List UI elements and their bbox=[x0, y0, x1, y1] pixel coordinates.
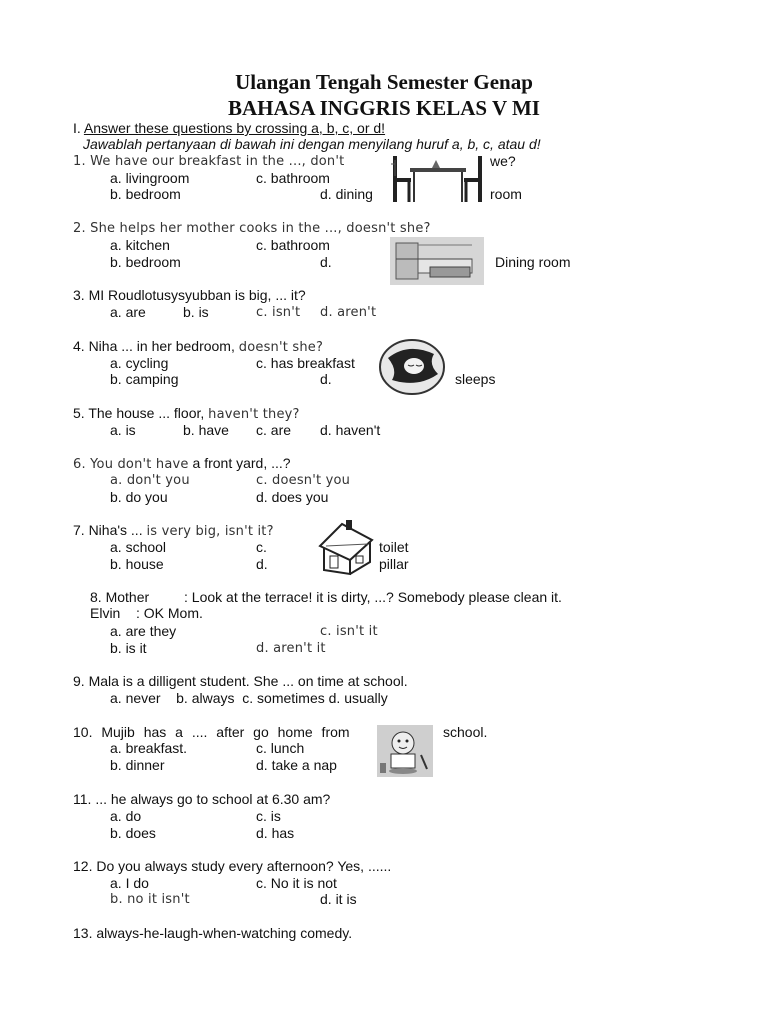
q4-stem-part2: doesn't she? bbox=[238, 340, 324, 355]
q3-stem: 3. MI Roudlotusysyubban is big, ... it? bbox=[73, 287, 306, 303]
q12-option-a: a. I do bbox=[110, 875, 149, 891]
q10-option-b: b. dinner bbox=[110, 757, 165, 773]
section-number: I. bbox=[73, 120, 81, 136]
instruction-indonesian: Jawablah pertanyaan di bawah ini dengan menyilang huruf a, b, c, atau d! bbox=[83, 136, 541, 152]
q4-stem-part1: 4. Niha ... in her bedroom, bbox=[73, 338, 235, 354]
q3-option-a: a. are bbox=[110, 304, 146, 320]
q10-stem-end: school. bbox=[443, 724, 488, 740]
sleeping-girl-icon bbox=[378, 338, 446, 396]
q4-option-b: b. camping bbox=[110, 371, 179, 387]
q10-option-a: a. breakfast. bbox=[110, 740, 188, 756]
q1-option-a: a. livingroom bbox=[110, 170, 190, 186]
q4-option-c: c. has breakfast bbox=[256, 355, 355, 371]
q1-option-b: b. bedroom bbox=[110, 186, 181, 202]
q11-option-a: a. do bbox=[110, 808, 142, 824]
q11-option-c: c. is bbox=[256, 808, 281, 824]
q7-option-d: d. bbox=[256, 556, 268, 572]
q11-stem: 11. ... he always go to school at 6.30 am? bbox=[73, 791, 331, 807]
q4-option-d-label: sleeps bbox=[455, 371, 496, 387]
q7-option-d-label: pillar bbox=[379, 556, 409, 572]
dining-table-icon bbox=[390, 152, 486, 204]
q3-option-b: b. is bbox=[183, 304, 209, 320]
q3-option-c: c. isn't bbox=[256, 305, 301, 320]
q8-option-b: b. is it bbox=[110, 640, 147, 656]
q7-stem bbox=[73, 522, 274, 540]
q6-stem-part1: 6. You don't have bbox=[73, 457, 189, 472]
instruction-english: Answer these questions by crossing a, b, c, or d! bbox=[83, 120, 386, 136]
q5-option-b: b. have bbox=[183, 422, 229, 438]
q6-option-c: c. doesn't you bbox=[256, 473, 351, 488]
q3-option-d: d. aren't bbox=[320, 305, 377, 320]
q7-stem-part1: 7. Niha's ... bbox=[73, 522, 143, 538]
q6-option-a: a. don't you bbox=[110, 473, 190, 488]
q11-option-b: b. does bbox=[110, 825, 156, 841]
q5-option-c: c. are bbox=[256, 422, 292, 438]
q12-option-b: b. no it isn't bbox=[110, 892, 190, 907]
q2-option-b: b. bedroom bbox=[110, 254, 181, 270]
q8-line-elvin: : OK Mom. bbox=[136, 605, 203, 621]
q8-speaker-elvin: Elvin bbox=[90, 605, 121, 621]
kitchen-icon bbox=[390, 237, 484, 285]
q6-stem bbox=[73, 455, 291, 473]
q10-option-c: c. lunch bbox=[256, 740, 305, 756]
q1-stem: 1. We have our breakfast in the ..., don't bbox=[73, 154, 345, 169]
q12-stem: 12. Do you always study every afternoon? Yes, ...... bbox=[73, 858, 392, 874]
q5-option-a: a. is bbox=[110, 422, 136, 438]
q10-stem: 10. Mujib has a .... after go home from bbox=[73, 724, 350, 740]
boy-eating-icon bbox=[377, 725, 433, 777]
q2-stem: 2. She helps her mother cooks in the ..., doesn't she? bbox=[73, 221, 431, 236]
q12-option-c: c. No it is not bbox=[256, 875, 337, 891]
q7-option-c: c. bbox=[256, 539, 267, 555]
q7-stem-part2: is very big, isn't it? bbox=[146, 524, 274, 539]
q1-option-d-label: room bbox=[490, 186, 522, 202]
q4-option-d: d. bbox=[320, 371, 332, 387]
q5-option-d: d. haven't bbox=[320, 422, 381, 438]
q6-option-d: d. does you bbox=[256, 489, 329, 505]
q2-option-d: d. bbox=[320, 254, 332, 270]
q9-stem: 9. Mala is a dilligent student. She ... on time at school. bbox=[73, 673, 408, 689]
q13-stem: 13. always-he-laugh-when-watching comedy. bbox=[73, 925, 353, 941]
q8-line-mother: : Look at the terrace! it is dirty, ...? Somebody please clean it. bbox=[184, 589, 562, 605]
q9-options: a. never b. always c. sometimes d. usually bbox=[110, 690, 388, 706]
q8-option-d: d. aren't it bbox=[256, 641, 326, 656]
page-subtitle: BAHASA INGGRIS KELAS V MI bbox=[228, 96, 540, 120]
page-title: Ulangan Tengah Semester Genap bbox=[235, 70, 533, 94]
q12-option-d: d. it is bbox=[320, 891, 357, 907]
q2-option-a: a. kitchen bbox=[110, 237, 170, 253]
q1-option-d: d. dining bbox=[320, 186, 373, 202]
q7-option-b: b. house bbox=[110, 556, 164, 572]
q5-stem bbox=[73, 405, 300, 423]
q8-speaker-mother: 8. Mother bbox=[90, 589, 150, 605]
q6-stem-part2: a front yard, ...? bbox=[192, 455, 291, 471]
q4-option-a: a. cycling bbox=[110, 355, 169, 371]
q1-option-c: c. bathroom bbox=[256, 170, 330, 186]
q8-option-c: c. isn't it bbox=[320, 624, 378, 639]
q1-stem-end: we? bbox=[490, 153, 516, 169]
q11-option-d: d. has bbox=[256, 825, 295, 841]
q2-option-c: c. bathroom bbox=[256, 237, 330, 253]
q6-option-b: b. do you bbox=[110, 489, 168, 505]
q4-stem bbox=[73, 338, 323, 356]
q10-option-d: d. take a nap bbox=[256, 757, 337, 773]
q7-option-c-label: toilet bbox=[379, 539, 409, 555]
q5-stem-part1: 5. The house ... floor, bbox=[73, 405, 205, 421]
q7-option-a: a. school bbox=[110, 539, 167, 555]
house-icon bbox=[316, 518, 376, 576]
q5-stem-part2: haven't they? bbox=[208, 407, 300, 422]
q8-option-a: a. are they bbox=[110, 623, 177, 639]
q2-option-d-label: Dining room bbox=[495, 254, 571, 270]
section-instruction bbox=[73, 120, 385, 137]
